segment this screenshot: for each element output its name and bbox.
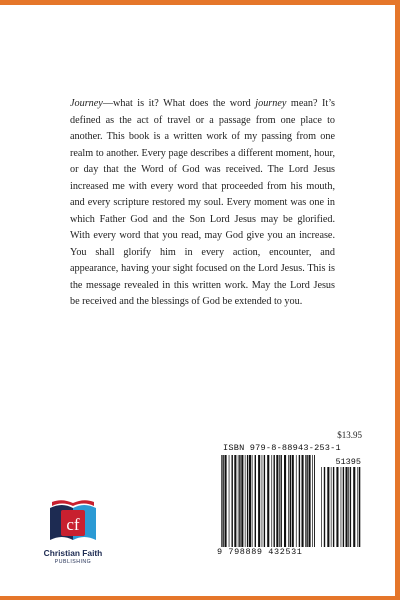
barcode-bar [359, 467, 360, 549]
barcode-bar [353, 467, 355, 549]
addon-digits: 51395 [335, 457, 361, 467]
barcode-bar [225, 455, 227, 549]
isbn-number [223, 443, 362, 453]
barcode-bar [258, 455, 260, 549]
barcode-bar [346, 467, 348, 549]
barcode-bar [292, 455, 294, 549]
barcode-bar [341, 467, 342, 549]
barcode-bar [314, 455, 315, 549]
barcode-bar [222, 455, 223, 549]
barcode-bar [279, 455, 280, 549]
blurb-journey-word-2: journey [255, 98, 287, 109]
barcode-bar [255, 455, 256, 549]
barcode-bar [333, 467, 334, 549]
barcode-bar [321, 467, 322, 549]
barcode-bar [336, 467, 338, 549]
barcode-bar [284, 455, 286, 549]
barcode-bar [299, 455, 300, 549]
ean-digits: 9 798889 432531 [217, 547, 362, 557]
barcode-bar [296, 455, 297, 549]
barcode-bar [232, 455, 233, 549]
back-cover-blurb [70, 96, 335, 311]
barcode-bar [305, 455, 306, 549]
publisher-subtitle: PUBLISHING [54, 559, 92, 565]
barcode-bar [245, 455, 246, 549]
barcode-bar [350, 467, 351, 549]
barcode-bar [262, 455, 263, 549]
barcode-bar [348, 467, 349, 549]
barcode-bar [252, 455, 253, 549]
barcode-bar [271, 455, 272, 549]
barcode-bar [249, 455, 251, 549]
barcode-bar [331, 467, 332, 549]
barcode-bar [324, 467, 325, 549]
orange-border-top [0, 0, 400, 5]
publisher-logo [34, 496, 112, 576]
blurb-journey-word: Journey [70, 98, 103, 109]
isbn-text: ISBN 979-8-88943-253-1 [223, 443, 341, 453]
barcode-bar [264, 455, 265, 549]
barcode-bar [267, 455, 269, 549]
orange-border-bottom [0, 596, 400, 600]
barcode-bar [281, 455, 282, 549]
open-book-logo-icon [46, 496, 100, 544]
barcode-bar [302, 455, 304, 549]
orange-border-right [395, 0, 400, 600]
publisher-name: Christian Faith [43, 548, 103, 558]
barcode-bar [229, 455, 230, 549]
barcode-bar [288, 455, 289, 549]
barcode-bar [357, 467, 358, 549]
barcode-bar [290, 455, 291, 549]
price-label: $13.95 [337, 430, 362, 440]
barcode-bar [247, 455, 248, 549]
barcode-bar [239, 455, 240, 549]
barcode-bar [274, 455, 275, 549]
barcode-bar [234, 455, 236, 549]
barcode-bar [238, 455, 239, 549]
barcode-bars [217, 455, 362, 559]
barcode-bar [221, 455, 222, 549]
barcode-bar [343, 467, 344, 549]
blurb-text-2: mean? It’s defined as the act of travel or a passage from one place to another. This book is a written work of my passing from one realm to another. Every page describes a different moment, hour, or day that the Word of God was received. The Lord Jesus increased me with every word that proceeded from his mouth, and every scripture restored my soul. Every moment was one in which Father God and the Son Lord Jesus may be glorified. With every word that you read, may God give you an increase. You shall glorify him in every action, encounter, and appearance, having your sight focused on the Lord Jesus. This is the message revealed in this written work. May the Lord Jesus be received and the blessings of God be extended to you. [70, 98, 336, 307]
barcode-bar [241, 455, 243, 549]
logo-letters: cf [66, 515, 80, 534]
barcode-bar [309, 455, 311, 549]
barcode-bar [312, 455, 313, 549]
barcode-bar [327, 467, 329, 549]
barcode-bar [276, 455, 278, 549]
blurb-text-1: —what is it? What does the word [102, 98, 256, 109]
isbn-barcode [217, 443, 362, 569]
barcode-bar [306, 455, 307, 549]
